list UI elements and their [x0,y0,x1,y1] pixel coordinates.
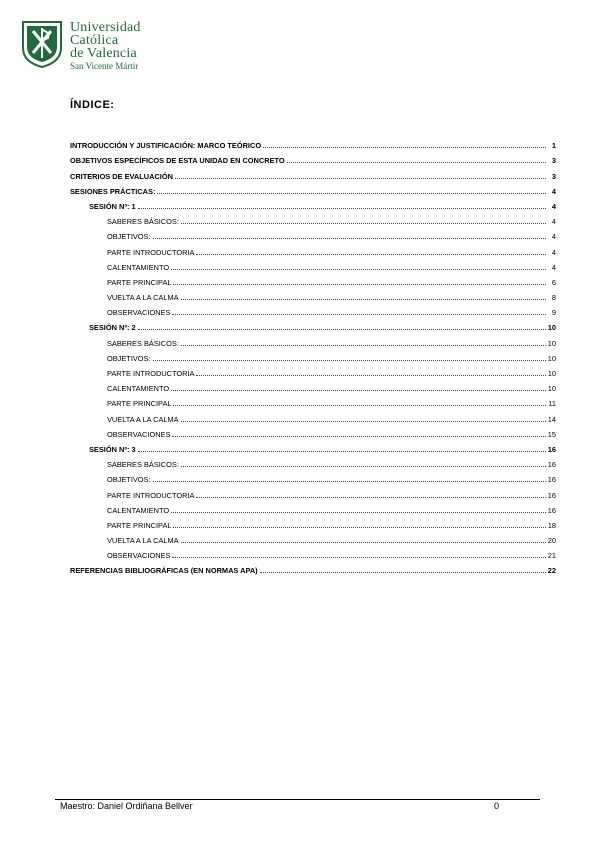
toc-entry-page: 10 [547,369,556,378]
logo-subtitle: San Vicente Mártir [70,61,139,71]
toc-entry[interactable] [70,560,556,575]
toc-dot-leader [171,389,546,391]
toc-entry-page: 11 [548,399,556,409]
toc-entry-label: PARTE PRINCIPAL [107,520,172,530]
toc-entry-page: 4 [551,186,556,196]
toc-entry-label: VUELTA A LA CALMA [107,293,179,303]
toc-entry-page: 20 [547,536,556,546]
toc-entry[interactable] [70,287,556,302]
toc-entry-label: SESIÓN Nº: 3 [89,444,136,454]
toc-entry[interactable] [70,454,556,469]
toc-entry-page: 21 [547,551,556,561]
toc-entry-label: REFERENCIAS BIBLIOGRÁFICAS (EN NORMAS APA) [70,566,258,576]
logo-line-2: Católica [70,33,119,48]
toc-entry-label: PARTE INTRODUCTORIA [107,369,195,378]
toc-entry-label: VUELTA A LA CALMA [107,414,179,424]
toc-entry-label: OBSERVACIONES [107,551,171,561]
logo-line-1: Universidad [70,20,141,35]
toc-dot-leader [138,328,546,330]
toc-entry-label: PARTE INTRODUCTORIA [107,247,195,257]
toc-entry[interactable] [70,332,556,347]
toc-entry-page: 18 [547,520,556,530]
toc-dot-leader [173,283,546,285]
toc-entry[interactable] [70,393,556,408]
toc-dot-leader [172,435,545,437]
toc-entry-label: SABERES BÁSICOS: [107,460,179,470]
toc-dot-leader [181,420,546,422]
footer-author: Maestro: Daniel Ordiñana Bellver [60,801,193,811]
toc-dot-leader [171,511,546,513]
toc-entry-page: 10 [547,323,556,333]
footer-page-number: 0 [494,801,500,811]
toc-entry[interactable] [70,150,556,165]
toc-entry[interactable] [70,378,556,393]
toc-entry-page: 4 [551,201,556,211]
toc-entry-label: INTRODUCCIÓN Y JUSTIFICACIÓN: MARCO TEÓRICO [70,141,262,151]
toc-dot-leader [196,496,545,498]
toc-entry[interactable] [70,500,556,515]
toc-entry-label: CALENTAMIENTO [107,384,170,394]
toc-entry-page: 14 [547,414,556,424]
toc-entry-label: OBJETIVOS: [107,232,151,242]
toc-entry-page: 3 [551,171,556,181]
toc-dot-leader [171,268,546,270]
toc-entry-page: 16 [547,444,556,454]
toc-entry[interactable] [70,211,556,226]
toc-dot-leader [181,344,546,346]
toc-entry[interactable] [70,530,556,545]
toc-dot-leader [173,404,546,406]
toc-entry[interactable] [70,317,556,332]
toc-entry-label: SABERES BÁSICOS: [107,338,179,348]
toc-entry-label: CALENTAMIENTO [107,262,170,272]
toc-entry-page: 4 [551,217,556,227]
toc-dot-leader [157,192,546,194]
table-of-contents [70,135,556,575]
toc-entry-page: 22 [547,566,556,576]
toc-entry[interactable] [70,408,556,423]
toc-entry-page: 8 [551,293,556,303]
toc-dot-leader [181,465,546,467]
toc-entry-page: 16 [547,505,556,515]
toc-entry-label: CALENTAMIENTO [107,505,170,515]
toc-dot-leader [172,313,546,315]
toc-entry-page: 4 [551,247,556,257]
toc-entry-page: 1 [551,141,556,151]
toc-entry[interactable] [70,226,556,241]
toc-entry-page: 10 [547,353,556,363]
toc-entry-page: 6 [551,277,556,287]
toc-dot-leader [196,374,545,376]
toc-entry[interactable] [70,257,556,272]
toc-entry[interactable] [70,484,556,499]
toc-dot-leader [138,450,546,452]
toc-dot-leader [263,146,546,148]
toc-entry-label: OBSERVACIONES [107,429,171,439]
toc-entry-page: 10 [547,338,556,348]
footer-divider [55,799,540,800]
toc-dot-leader [287,161,546,163]
toc-entry-page: 9 [551,308,556,318]
toc-entry[interactable] [70,439,556,454]
university-logo [20,20,150,72]
toc-entry[interactable] [70,348,556,363]
toc-entry[interactable] [70,545,556,560]
toc-entry[interactable] [70,196,556,211]
toc-dot-leader [175,177,546,179]
toc-entry-page: 10 [547,384,556,394]
toc-entry[interactable] [70,181,556,196]
toc-entry[interactable] [70,469,556,484]
toc-entry-label: OBSERVACIONES [107,308,171,318]
toc-dot-leader [153,480,546,482]
toc-entry-page: 15 [547,429,556,439]
toc-dot-leader [153,237,546,239]
toc-title: ÍNDICE: [70,99,115,111]
toc-dot-leader [181,222,546,224]
toc-entry-page: 4 [551,262,556,272]
toc-entry-label: SESIONES PRÁCTICAS: [70,186,156,196]
toc-entry[interactable] [70,272,556,287]
toc-entry[interactable] [70,135,556,150]
toc-dot-leader [138,207,546,209]
toc-entry-label: OBJETIVOS: [107,353,151,363]
toc-entry[interactable] [70,363,556,378]
toc-entry-page: 16 [547,490,556,500]
toc-entry-label: VUELTA A LA CALMA [107,536,179,546]
toc-entry-page: 3 [551,156,556,166]
toc-entry-label: PARTE PRINCIPAL [107,399,172,409]
logo-line-3: de Valencia [70,46,137,61]
toc-entry-label: OBJETIVOS ESPECÍFICOS DE ESTA UNIDAD EN CONCRETO [70,156,285,166]
toc-dot-leader [260,571,546,573]
toc-entry-label: SESIÓN Nº: 2 [89,323,136,333]
university-seal-icon [20,20,64,68]
toc-entry[interactable] [70,241,556,256]
toc-entry-label: OBJETIVOS: [107,475,151,485]
toc-entry[interactable] [70,302,556,317]
toc-entry-page: 16 [547,460,556,470]
toc-entry[interactable] [70,165,556,180]
toc-entry-page: 16 [547,475,556,485]
toc-entry[interactable] [70,424,556,439]
toc-entry-label: PARTE INTRODUCTORIA [107,490,195,500]
toc-entry-label: SABERES BÁSICOS: [107,217,179,227]
toc-dot-leader [196,253,546,255]
toc-dot-leader [181,541,546,543]
toc-entry-label: SESIÓN Nº: 1 [89,201,136,211]
toc-dot-leader [173,526,545,528]
logo-text [70,21,141,72]
toc-entry[interactable] [70,515,556,530]
toc-entry-label: PARTE PRINCIPAL [107,277,172,287]
toc-entry-label: CRITERIOS DE EVALUACIÓN [70,171,173,181]
toc-dot-leader [153,359,546,361]
toc-dot-leader [172,556,545,558]
toc-entry-page: 4 [551,232,556,242]
toc-dot-leader [181,298,546,300]
